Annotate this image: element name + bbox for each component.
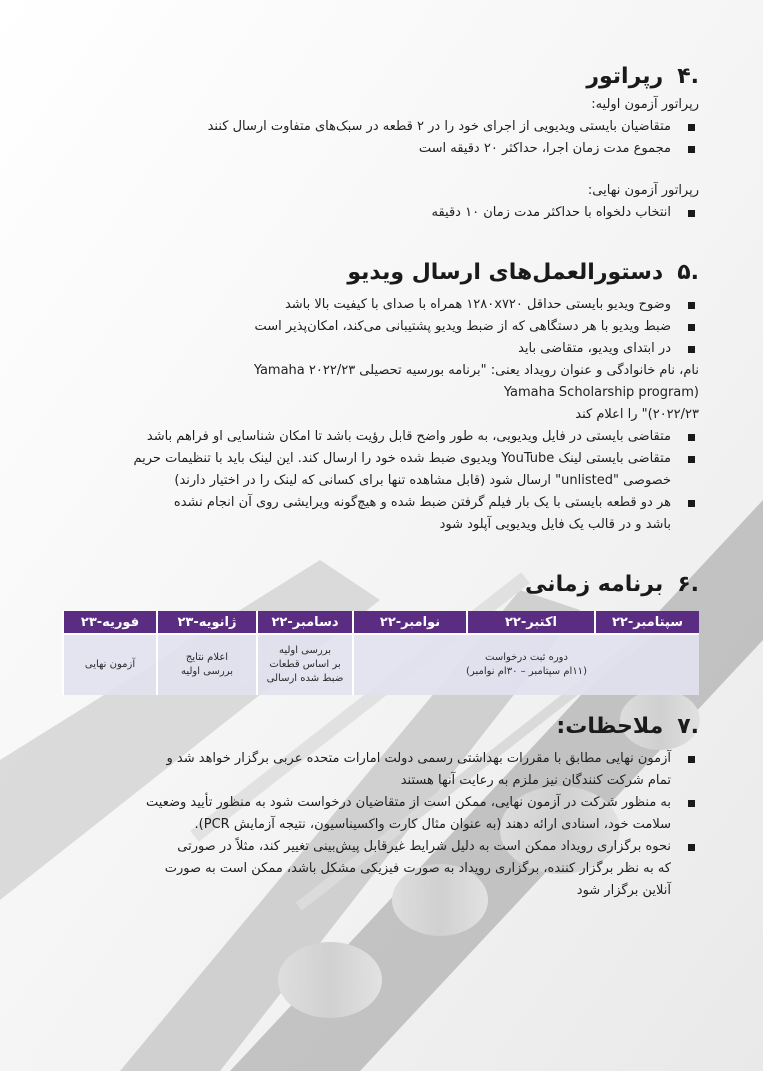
table-row	[63, 634, 699, 695]
list-item: متقاضی بایستی در فایل ویدیویی، به طور واضح قابل رؤیت باشد تا امکان شناسایی او فراهم باشد	[59, 426, 699, 448]
section-title: برنامه زمانی	[525, 571, 664, 597]
notes-section	[59, 710, 699, 902]
table-header-row	[63, 611, 699, 634]
cell-text: ضبط شده ارسالی	[266, 673, 344, 684]
final-exam-cell	[63, 634, 157, 695]
list-item: ضبط ویدیو با هر دستگاهی که از ضبط ویدیو پشتیبانی می‌کند، امکان‌پذیر است	[59, 316, 699, 338]
table-header: نوامبر-۲۲	[353, 611, 467, 634]
cell-text: (۱۱ام سپتامبر – ۳۰ام نوامبر)	[466, 666, 587, 677]
schedule-table	[62, 611, 699, 695]
list-item-continuation: Yamaha Scholarship program)	[503, 385, 699, 400]
table-header: ژانویه-۲۳	[157, 611, 257, 634]
list-item-continuation: آنلاین برگزار شود	[576, 883, 671, 898]
section-number: ۷.	[677, 713, 699, 739]
video-guidelines-heading	[59, 256, 699, 288]
list-item: مجموع مدت زمان اجرا، حداکثر ۲۰ دقیقه است	[59, 138, 699, 160]
repertoire-section	[59, 60, 699, 224]
section-title: ملاحظات:	[556, 713, 664, 739]
section-number: ۴.	[677, 63, 699, 89]
section-number: ۵.	[677, 259, 699, 285]
cell-text: بر اساس قطعات	[269, 659, 341, 670]
table-header: سپتامبر-۲۲	[595, 611, 699, 634]
list-item: هر دو قطعه بایستی با یک بار فیلم گرفتن ضبط شده و هیچ‌گونه ویرایشی روی آن انجام نشده	[59, 492, 699, 514]
section-number: ۶.	[677, 571, 699, 597]
list-item: متقاضیان بایستی ویدیویی از اجرای خود را در ۲ قطعه در سبک‌های متفاوت ارسال کنند	[59, 116, 699, 138]
notes-list	[59, 748, 699, 902]
section-title: رپراتور	[586, 63, 664, 89]
list-item-continuation: ۲۰۲۲/۲۳)" را اعلام کند	[575, 407, 699, 422]
cell-text: آزمون نهایی	[84, 659, 136, 670]
schedule-section	[59, 568, 699, 600]
cell-text: دوره ثبت درخواست	[485, 652, 568, 663]
list-item-continuation: سلامت خود، اسنادی ارائه دهند (به عنوان مثال کارت واکسیناسیون، نتیجه آزمایش PCR).	[194, 817, 671, 832]
list-item: در ابتدای ویدیو، متقاضی باید	[59, 338, 699, 360]
list-item-continuation: باشد و در قالب یک فایل ویدیویی آپلود شود	[439, 517, 671, 532]
section-title: دستورالعمل‌های ارسال ویدیو	[347, 259, 664, 285]
cell-text: بررسی اولیه	[278, 645, 332, 656]
list-item-continuation: که به نظر برگزار کننده، برگزاری رویداد به صورت فیزیکی مشکل باشد، ممکن است به صورت	[164, 861, 671, 876]
video-guidelines-list	[59, 294, 699, 536]
list-item-continuation: تمام شرکت کنندگان نیز ملزم به رعایت آنها هستند	[400, 773, 671, 788]
registration-period-cell	[353, 634, 699, 695]
list-item-continuation: خصوصی "unlisted" ارسال شود (قابل مشاهده تنها برای کسانی که لینک را در اختیار دارند)	[174, 473, 671, 488]
list-item: وضوح ویدیو بایستی حداقل ۱۲۸۰x۷۲۰ همراه با صدای با کیفیت بالا باشد	[59, 294, 699, 316]
results-cell	[157, 634, 257, 695]
table-header: اکتبر-۲۲	[467, 611, 595, 634]
table-header: دسامبر-۲۲	[257, 611, 353, 634]
list-item: آزمون نهایی مطابق با مقررات بهداشتی رسمی دولت امارات متحده عربی برگزار خواهد شد و	[59, 748, 699, 770]
list-item: به منظور شرکت در آزمون نهایی، ممکن است از متقاضیان درخواست شود به منظور تأیید وضعیت	[59, 792, 699, 814]
final-repertoire-label: رپراتور آزمون نهایی:	[587, 183, 699, 198]
initial-review-cell	[257, 634, 353, 695]
video-guidelines-section	[59, 256, 699, 536]
table-header: فوریه-۲۳	[63, 611, 157, 634]
cell-text: بررسی اولیه	[180, 666, 234, 677]
cell-text: اعلام نتایج	[185, 652, 229, 663]
initial-repertoire-label: رپراتور آزمون اولیه:	[591, 97, 699, 112]
list-item: انتخاب دلخواه با حداکثر مدت زمان ۱۰ دقیقه	[59, 202, 699, 224]
list-item: متقاضی بایستی لینک YouTube ویدیوی ضبط شده خود را ارسال کند. این لینک باید با تنظیمات حریم	[59, 448, 699, 470]
repertoire-heading	[59, 60, 699, 92]
initial-repertoire-list	[59, 116, 699, 160]
list-item-continuation: نام، نام خانوادگی و عنوان رویداد یعنی: "برنامه بورسیه تحصیلی Yamaha ۲۰۲۲/۲۳	[253, 363, 699, 378]
schedule-heading	[59, 568, 699, 600]
notes-heading	[59, 710, 699, 742]
final-repertoire-list	[59, 202, 699, 224]
list-item: نحوه برگزاری رویداد ممکن است به دلیل شرایط غیرقابل پیش‌بینی تغییر کند، مثلاً در صورتی	[59, 836, 699, 858]
